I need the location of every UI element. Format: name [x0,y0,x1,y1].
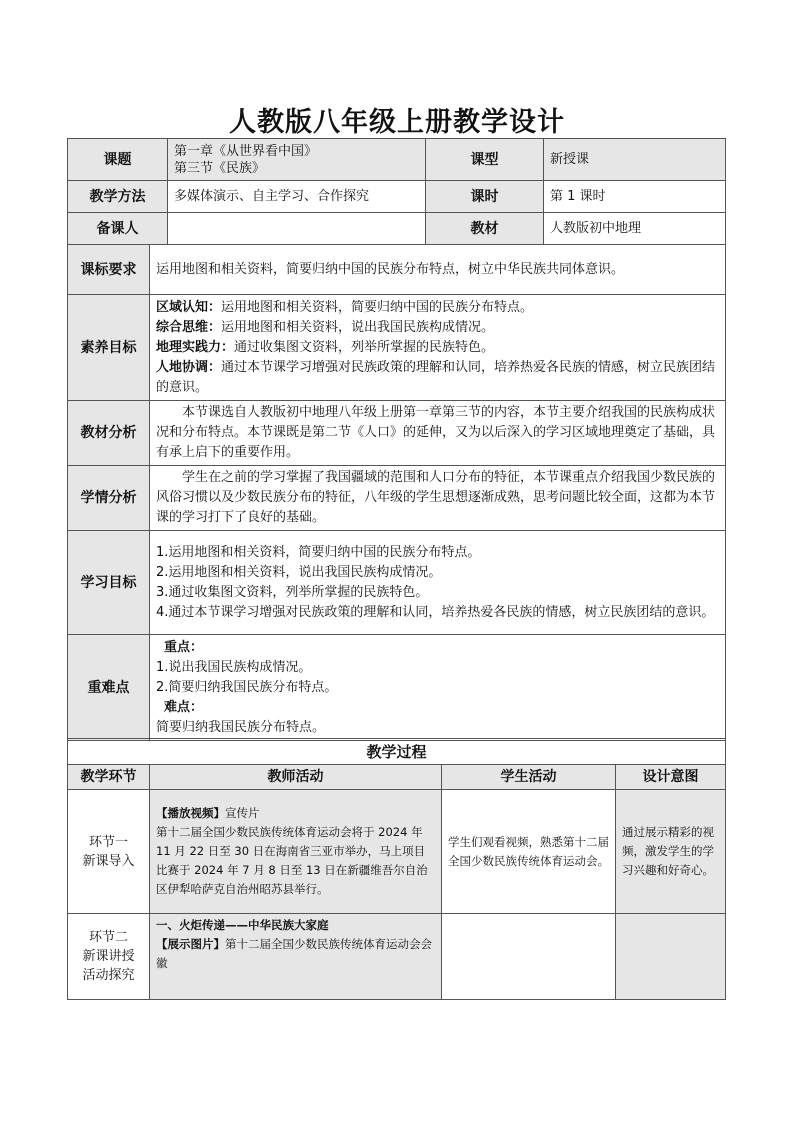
sections-table [67,244,726,741]
literacy-item [156,338,719,358]
header-table [67,138,726,245]
key-item: 1.说出我国民族构成情况。 [156,659,312,675]
goal-item: 2.运用地图和相关资料，说出我国民族构成情况。 [156,564,442,580]
hours-value: 第 1 课时 [544,181,726,213]
stage-line: 环节一 [88,834,128,850]
literacy-label: 素养目标 [68,295,150,401]
teacher-text: 第十二届全国少数民族传统体育运动会会徽 [156,937,432,970]
col-header-student: 学生活动 [442,765,616,790]
table-row [68,914,726,1000]
literacy-text: 运用地图和相关资料，说出我国民族构成情况。 [221,319,495,335]
teacher-text: 第十二届全国少数民族传统体育运动会将于 2024 年 11 月 22 日至 30 日在海南省三亚市举办，马上项目比赛于 2024 年 7 月 8 日至 13 日在新疆维吾尔自治区伊犁哈萨克自治州昭苏县举行。 [156,825,428,896]
literacy-text: 通过本节课学习增强对民族政策的理解和认同，培养热爱各民族的情感，树立民族团结的意识。 [156,359,716,395]
intent-cell: 通过展示精彩的视频，激发学生的学习兴趣和好奇心。 [616,790,726,914]
topic-label: 课题 [68,139,168,181]
goal-item: 1.运用地图和相关资料，简要归纳中国的民族分布特点。 [156,544,481,560]
key-title: 重点： [164,639,204,655]
stage-cell [68,790,150,914]
teacher-tag: 【展示图片】 [156,937,225,951]
literacy-item [156,318,719,338]
difficult-title: 难点： [164,699,204,715]
keypoints-content [150,635,726,741]
teacher-cell [150,914,442,1000]
textbook-label: 教材 [426,213,544,245]
student-cell: 学生们观看视频，熟悉第十二届全国少数民族传统体育运动会。 [442,790,616,914]
standard-text: 运用地图和相关资料，简要归纳中国的民族分布特点，树立中华民族共同体意识。 [150,245,726,295]
student-cell [442,914,616,1000]
topic-line1: 第一章《从世界看中国》 [174,143,318,159]
teacher-cell [150,790,442,914]
goal-item: 4.通过本节课学习增强对民族政策的理解和认同，培养热爱各民族的情感，树立民族团结的意识。 [156,604,715,620]
literacy-item [156,298,719,318]
teacher-tag-line [156,804,435,823]
col-header-stage: 教学环节 [68,765,150,790]
stage-line: 环节二 [88,930,128,945]
students-text: 学生在之前的学习掌握了我国疆域的范围和人口分布的特征，本节课重点介绍我国少数民族的风俗习惯以及少数民族分布的特征，八年级的学生思想逐渐成熟，思考问题比较全面，这都为本节课的学习打下了良好的基础。 [150,466,726,531]
topic-value [168,139,426,181]
analysis-label: 教材分析 [68,401,150,466]
literacy-text: 运用地图和相关资料，简要归纳中国的民族分布特点。 [221,299,534,315]
teacher-tag-line [156,935,435,973]
process-table [67,738,726,1000]
method-label: 教学方法 [68,181,168,213]
stage-line: 新课导入 [82,853,135,869]
key-item: 2.简要归纳我国民族分布特点。 [156,679,338,695]
teacher-tag-rest: 宣传片 [225,806,260,820]
stage-line: 活动探究 [82,968,135,983]
type-label: 课型 [426,139,544,181]
standard-label: 课标要求 [68,245,150,295]
hours-label: 课时 [426,181,544,213]
literacy-key: 区域认知： [156,299,222,315]
difficult-text: 简要归纳我国民族分布特点。 [156,719,326,735]
method-value: 多媒体演示、自主学习、合作探究 [168,181,426,213]
literacy-list [150,295,726,401]
keypoints-label: 重难点 [68,635,150,741]
col-header-teacher: 教师活动 [150,765,442,790]
process-title: 教学过程 [68,739,726,765]
literacy-text: 通过收集图文资料，列举所掌握的民族特色。 [234,339,495,355]
literacy-item [156,358,719,398]
analysis-text: 本节课选自人教版初中地理八年级上册第一章第三节的内容，本节主要介绍我国的民族构成状况和分布特点。本节课既是第二节《人口》的延伸，又为以后深入的学习区域地理奠定了基础，具有承上启下的重要作用。 [150,401,726,466]
preparer-value [168,213,426,245]
preparer-label: 备课人 [68,213,168,245]
page-title: 人教版八年级上册教学设计 [229,107,565,138]
stage-cell [68,914,150,1000]
intent-cell [616,914,726,1000]
textbook-value: 人教版初中地理 [544,213,726,245]
stage-line: 新课讲授 [82,949,135,964]
students-label: 学情分析 [68,466,150,531]
col-header-intent: 设计意图 [616,765,726,790]
literacy-key: 地理实践力： [156,339,235,355]
topic-line2: 第三节《民族》 [174,160,266,176]
goal-item: 3.通过收集图文资料，列举所掌握的民族特色。 [156,584,429,600]
type-value: 新授课 [544,139,726,181]
goals-label: 学习目标 [68,531,150,635]
goals-list [150,531,726,635]
literacy-key: 人地协调： [156,359,222,375]
teacher-tag: 【播放视频】 [156,806,225,820]
table-row [68,790,726,914]
teacher-head: 一、火炬传递——中华民族大家庭 [156,918,329,932]
literacy-key: 综合思维： [156,319,222,335]
